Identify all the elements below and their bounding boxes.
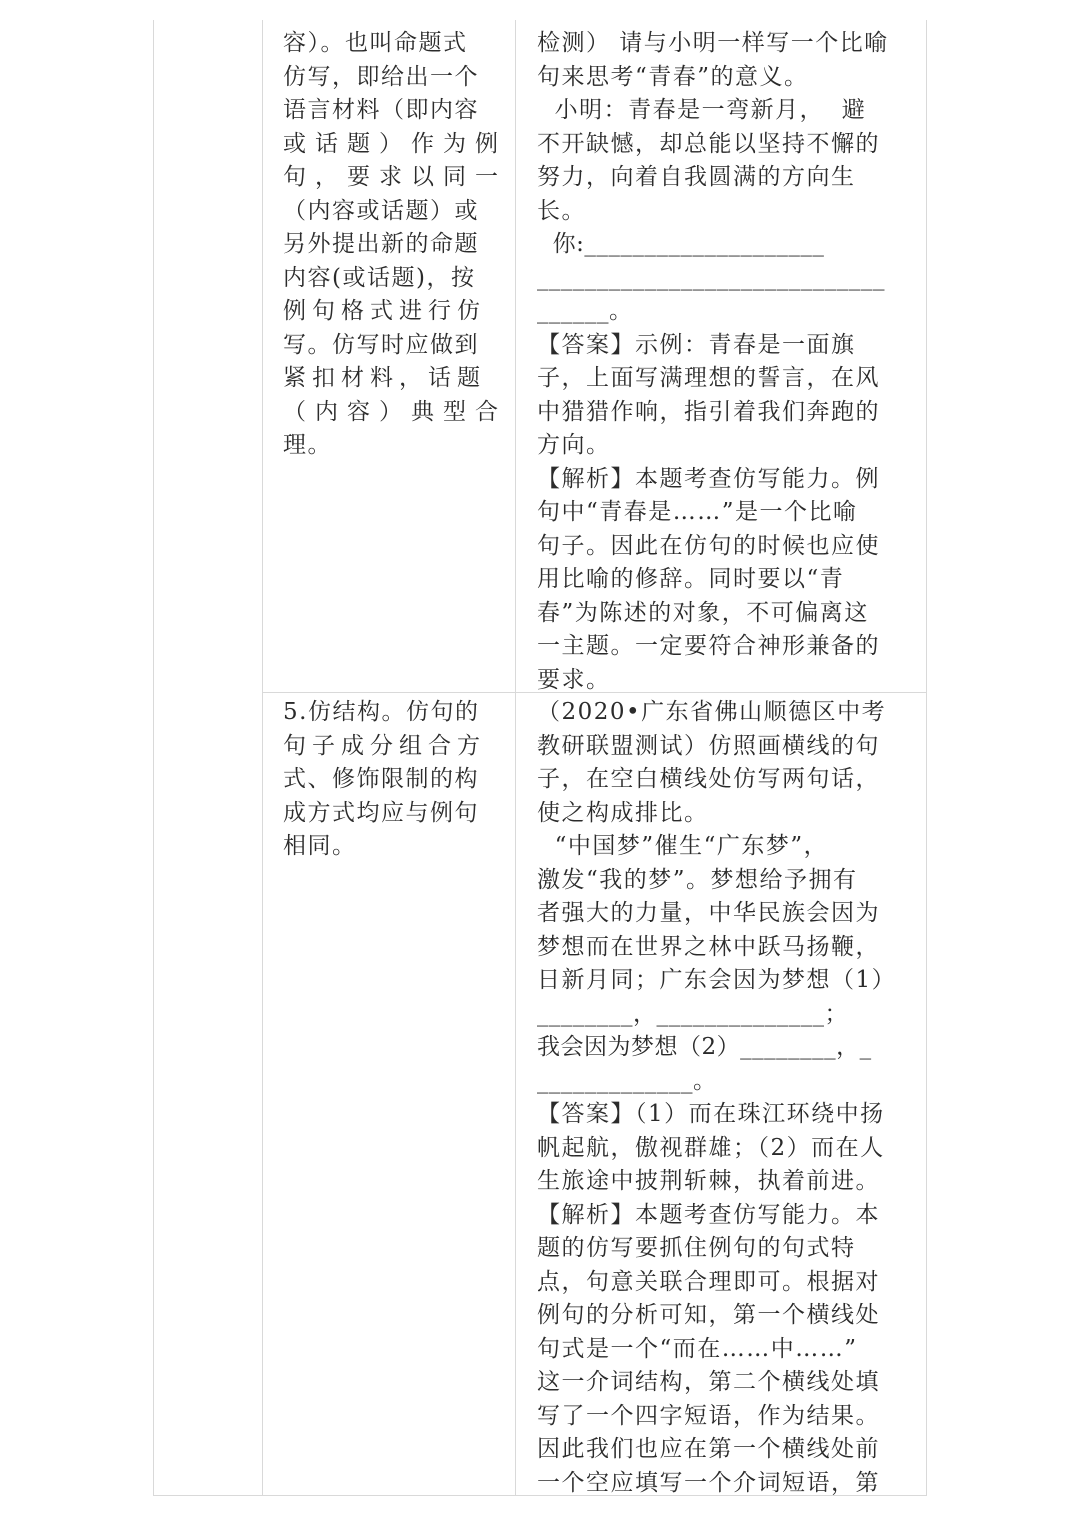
- row2-example-cell: [537, 696, 896, 1500]
- text-line: 检测） 请与小明一样写一个比喻: [537, 30, 889, 56]
- text-line: 写了一个四字短语，作为结果。: [537, 1402, 880, 1429]
- text-line: 激发“我的梦”。梦想给予拥有: [537, 866, 858, 893]
- text-line: 成方式均应与例句: [283, 799, 479, 826]
- text-line: “中国梦”催生“广东梦”，: [537, 833, 829, 859]
- text-line: 句子。因此在仿句的时候也应使: [537, 532, 880, 559]
- text-line: 句，要求以同一: [283, 164, 507, 190]
- text-line: （内容）典型合: [283, 398, 507, 425]
- text-line: 长。: [537, 197, 586, 224]
- answer-blank-line: ______。: [537, 298, 633, 324]
- text-line: 或话题）作为例: [283, 130, 507, 157]
- text-line: 题的仿写要抓住例句的句式特: [537, 1235, 856, 1261]
- table-divider-2: [515, 20, 516, 1496]
- text-line: 梦想而在世界之林中跃马扬鞭，: [537, 933, 880, 960]
- text-line: 日新月同；广东会因为梦想（1）: [537, 967, 897, 993]
- text-line: 句来思考“青春”的意义。: [537, 63, 809, 90]
- text-line: 者强大的力量，中华民族会因为: [537, 900, 880, 926]
- text-line: 理。: [283, 432, 332, 458]
- text-line: 中猎猎作响，指引着我们奔跑的: [537, 398, 880, 425]
- row1-example-cell: [537, 27, 889, 697]
- text-line: 紧扣材料，话题: [283, 365, 486, 391]
- text-line: 容）。也叫命题式: [283, 30, 468, 56]
- text-line: 方向。: [537, 432, 611, 458]
- analysis-line: 【解析】本题考查仿写能力。例: [537, 465, 880, 492]
- text-line: 写。仿写时应做到: [283, 331, 479, 358]
- table-border-left: [153, 20, 154, 1496]
- text-line: 努力，向着自我圆满的方向生: [537, 164, 856, 190]
- text-line: 内容(或话题)，按: [283, 264, 476, 291]
- answer-line: 【答案】（1）而在珠江环绕中扬: [537, 1101, 885, 1127]
- text-line: 句式是一个“而在……中……”: [537, 1335, 858, 1362]
- text-line: 用比喻的修辞。同时要以“青: [537, 566, 845, 592]
- text-line: 例句格式进行仿: [283, 298, 486, 324]
- text-line: （2020•广东省佛山顺德区中考: [537, 699, 887, 725]
- text-line: 小明：青春是一弯新月， 避: [537, 97, 867, 123]
- text-line: 例句的分析可知，第一个横线处: [537, 1302, 880, 1328]
- answer-blank-line: 我会因为梦想（2）________，_: [537, 1034, 872, 1060]
- text-line: 句中“青春是……”是一个比喻: [537, 499, 858, 525]
- text-line: 子，上面写满理想的誓言，在风: [537, 365, 880, 391]
- row2-method-cell: [283, 696, 486, 864]
- answer-blank-line: _____________。: [537, 1067, 717, 1094]
- answer-line: 【答案】示例：青春是一面旗: [537, 331, 856, 358]
- answer-blank-line: _____________________________: [537, 264, 885, 291]
- text-line: 这一介词结构，第二个横线处填: [537, 1369, 880, 1395]
- text-line: 春”为陈述的对象，不可偏离这: [537, 599, 869, 626]
- text-line: 点，句意关联合理即可。根据对: [537, 1268, 880, 1295]
- text-line: 相同。: [283, 833, 357, 859]
- text-line: （内容或话题）或: [283, 197, 479, 224]
- text-line: 一个空应填写一个介词短语，第: [537, 1469, 880, 1496]
- table-divider-1: [262, 20, 263, 1496]
- answer-blank-line: 你:____________________: [537, 231, 825, 257]
- text-line: 要求。: [537, 666, 611, 693]
- text-line: 因此我们也应在第一个横线处前: [537, 1436, 880, 1462]
- text-line: 使之构成排比。: [537, 799, 709, 826]
- analysis-line: 【解析】本题考查仿写能力。本: [537, 1201, 880, 1228]
- text-line: 一主题。一定要符合神形兼备的: [537, 633, 880, 659]
- text-line: 不开缺憾，却总能以坚持不懈的: [537, 130, 880, 157]
- text-line: 帆起航，傲视群雄；（2）而在人: [537, 1134, 885, 1161]
- text-line: 子，在空白横线处仿写两句话，: [537, 766, 880, 792]
- text-line: 5.仿结构。仿句的: [283, 699, 480, 725]
- table-border-right: [926, 20, 927, 1496]
- text-line: 式、修饰限制的构: [283, 766, 479, 792]
- answer-blank-line: ________，______________；: [537, 1000, 848, 1027]
- row1-method-cell: [283, 27, 507, 463]
- text-line: 句子成分组合方: [283, 732, 486, 759]
- text-line: 另外提出新的命题: [283, 231, 479, 257]
- text-line: 教研联盟测试）仿照画横线的句: [537, 732, 880, 759]
- text-line: 语言材料（即内容: [283, 97, 479, 123]
- text-line: 生旅途中披荆斩棘，执着前进。: [537, 1168, 880, 1194]
- text-line: 仿写，即给出一个: [283, 63, 479, 90]
